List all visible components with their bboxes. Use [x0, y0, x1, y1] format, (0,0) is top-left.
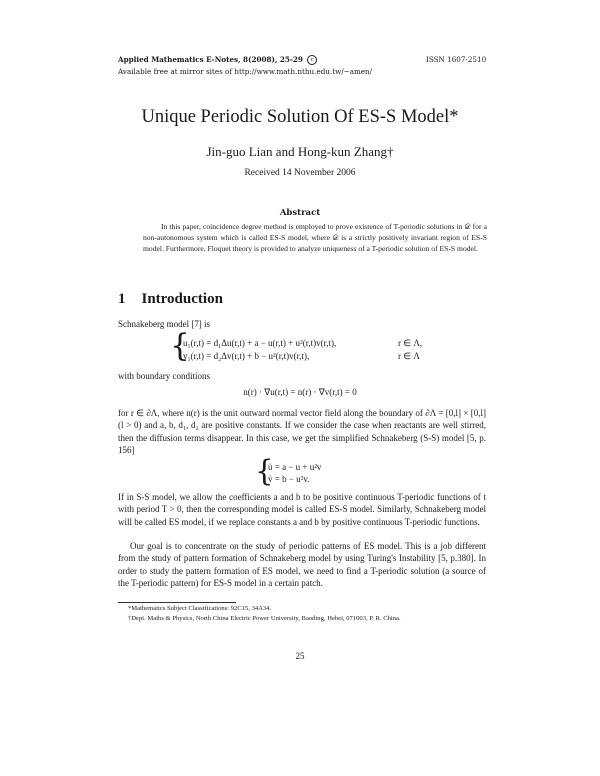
system1-brace: { — [170, 328, 190, 364]
paragraph-2: for r ∈ ∂Λ, where n(r) is the unit outward normal vector field along the boundary of ∂Λ = [0,l] × [0,l] (l > 0) and a, b, d₁, d₂ are positive constants. If we consider the case when reactants are well stirred, then the diffusion terms disappear. In this case, we get the simplified Schnakeberg (S-S) model [5, p. 156] — [118, 408, 486, 455]
mirror-sites-note: Available free at mirror sites of http://www.math.nthu.edu.tw/~amen/ — [118, 67, 373, 76]
journal-header — [118, 55, 317, 65]
system1-eq2: v₁(r,t) = d₂Δv(r,t) + b − u²(r,t)v(r,t), — [183, 351, 310, 361]
intro-sentence: Schnakeberg model [7] is — [118, 319, 211, 329]
section-heading — [118, 291, 223, 308]
footnote-rule — [118, 602, 236, 603]
system2-eq1: u̇ = a − u + u²v — [268, 462, 322, 472]
system2-brace: { — [255, 454, 274, 488]
received-date: Received 14 November 2006 — [244, 168, 356, 178]
copyright-icon: c — [307, 55, 317, 65]
system2-eq2: v̇ = b − u²v. — [268, 474, 310, 484]
system1-cond1: r ∈ Λ, — [398, 338, 423, 348]
paragraph-4: Our goal is to concentrate on the study of periodic patterns of ES model. This is a job different from the study of pattern formation of Schnakeberg model by using Turing's Instability [5, p.380]. In order to study the pattern formation of ES model, we need to find a T-periodic solution (a source of the T-periodic pattern) for ES-S model in a certain patch. — [118, 541, 486, 588]
section-title: Introduction — [141, 291, 223, 307]
system1-cond2: r ∈ Λ — [398, 351, 420, 361]
footnote-2: †Dept. Maths & Physics, North China Electric Power University, Baoding, Hebei, 071003, P. R. China. — [128, 615, 401, 622]
footnote-1: *Mathematics Subject Classifications: 92C15, 34A34. — [128, 605, 272, 612]
paper-title: Unique Periodic Solution Of ES-S Model* — [141, 107, 459, 127]
paper-authors: Jin-guo Lian and Hong-kun Zhang† — [206, 144, 394, 159]
abstract-text: In this paper, coincidence degree method is employed to prove existence of T-periodic solutions in 𝒟 for a non-autonomous system which is called ES-S model, where 𝒟 is a strictly positively invariant region of ES-S model. Furthermore, Floquet theory is provided to analyze uniqueness of a T-periodic solution of ES-S model. — [143, 222, 487, 253]
system1-eq1: u₁(r,t) = d₁Δu(r,t) + a − u(r,t) + u²(r,t)v(r,t), — [183, 338, 337, 348]
issn: ISSN 1607-2510 — [426, 55, 487, 64]
boundary-intro: with boundary conditions — [118, 371, 210, 381]
abstract-heading: Abstract — [279, 208, 321, 218]
boundary-condition-eq: n(r) · ∇u(r,t) = n(r) · ∇v(r,t) = 0 — [243, 387, 357, 397]
page-number: 25 — [295, 651, 305, 661]
journal-citation: Applied Mathematics E-Notes, 8(2008), 25-29 — [118, 55, 303, 64]
section-number: 1 — [118, 291, 126, 307]
paragraph-3: If in S-S model, we allow the coefficients a and b to be positive continuous T-periodic functions of t with period T > 0, then the corresponding model is called ES-S model. Similarly, Schnakeberg model will be called ES model, if we replace constants a and b by positive continuous T-periodic functions. — [118, 492, 486, 527]
